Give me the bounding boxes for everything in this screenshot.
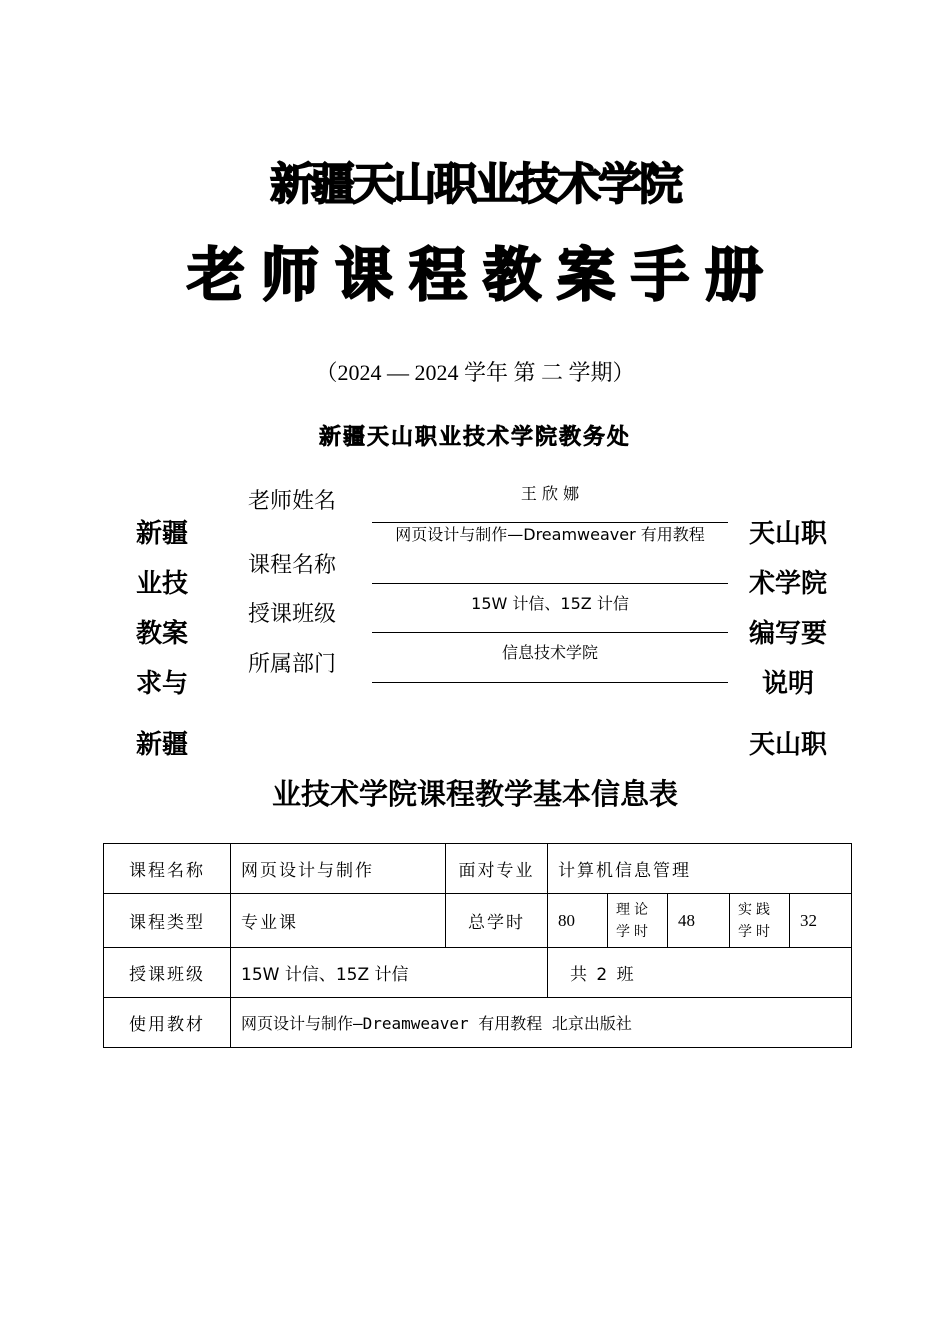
course-info-table xyxy=(103,843,852,1048)
total-hours-cell: 80 xyxy=(548,894,608,948)
side-text-left xyxy=(112,509,212,709)
side-right-line: 天山职 xyxy=(748,519,827,549)
side-text-right xyxy=(738,509,838,709)
course-name-underline xyxy=(372,583,728,584)
practice-hours-cell: 32 xyxy=(790,894,852,948)
course-name-value: 网页设计与制作—Dreamweaver 有用教程 xyxy=(395,525,705,544)
class-label: 授课班级 xyxy=(248,602,337,627)
school-title: 新疆天山职业技术学院 xyxy=(270,159,680,210)
major-cell: 计算机信息管理 xyxy=(548,844,852,894)
side-right-line: 编写要 xyxy=(748,619,827,649)
class-count-cell: 共 2 班 xyxy=(548,948,852,998)
table-row xyxy=(104,998,852,1048)
table-row xyxy=(104,844,852,894)
class-underline xyxy=(372,632,728,633)
table-row xyxy=(104,948,852,998)
department-underline xyxy=(372,682,728,683)
side-left-line: 业技 xyxy=(135,569,188,599)
department-value: 信息技术学院 xyxy=(501,643,598,662)
side-right-line: 术学院 xyxy=(748,569,827,599)
class-cell: 15W 计信、15Z 计信 xyxy=(231,948,548,998)
side-left-fragment: 新疆 xyxy=(135,730,188,760)
major-label-cell: 面对专业 xyxy=(446,844,548,894)
textbook-label-cell: 使用教材 xyxy=(104,998,231,1048)
side-right-fragment: 天山职 xyxy=(748,730,827,760)
side-left-line: 教案 xyxy=(135,619,188,649)
class-value: 15W 计信、15Z 计信 xyxy=(471,594,629,613)
teacher-name-value: 王 欣 娜 xyxy=(520,484,580,503)
theory-hours-cell: 48 xyxy=(668,894,730,948)
theory-hours-label-cell: 理论学时 xyxy=(608,894,668,948)
total-hours-label-cell: 总学时 xyxy=(446,894,548,948)
course-name-label: 课程名称 xyxy=(248,553,337,578)
course-name-label-cell: 课程名称 xyxy=(104,844,231,894)
course-type-label-cell: 课程类型 xyxy=(104,894,231,948)
side-right-line: 说明 xyxy=(761,669,814,699)
practice-hours-label-cell: 实践学时 xyxy=(730,894,790,948)
table-row xyxy=(104,894,852,948)
manual-title: 老师课程教案手册 xyxy=(186,241,779,309)
academic-office: 新疆天山职业技术学院教务处 xyxy=(318,424,631,450)
table-title: 业技术学院课程教学基本信息表 xyxy=(271,777,678,811)
department-label: 所属部门 xyxy=(248,652,337,677)
course-name-cell: 网页设计与制作 xyxy=(231,844,446,894)
course-type-cell: 专业课 xyxy=(231,894,446,948)
side-left-line: 新疆 xyxy=(135,519,188,549)
teacher-name-label: 老师姓名 xyxy=(248,489,337,514)
semester-line: （2024 — 2024 学年 第 二 学期） xyxy=(315,360,635,385)
side-left-line: 求与 xyxy=(135,669,188,699)
textbook-cell: 网页设计与制作—Dreamweaver 有用教程 北京出版社 xyxy=(231,998,852,1048)
class-label-cell: 授课班级 xyxy=(104,948,231,998)
